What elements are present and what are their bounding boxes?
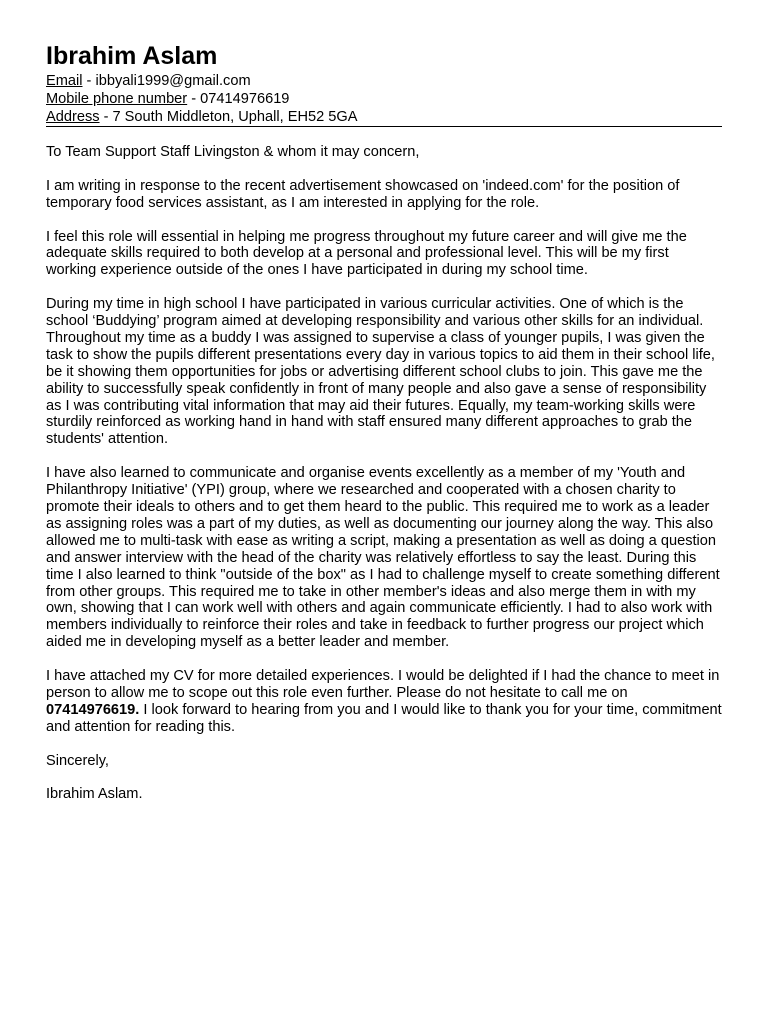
address-value: - 7 South Middleton, Uphall, EH52 5GA (99, 109, 358, 125)
closing: Sincerely, (46, 752, 109, 769)
header-divider (46, 126, 722, 127)
paragraph-5-end: I look forward to hearing from you and I would like to thank you for your time, commitment and attention for reading this. (46, 701, 722, 735)
paragraph-2: I feel this role will essential in helping me progress throughout my future career and will give me the adequate skills required to both develop at a personal and professional level. This will be my first working experience outside of the ones I have participated in during my school time. (46, 228, 687, 279)
address-line (46, 108, 722, 126)
email-label[interactable]: Email (46, 73, 83, 89)
email-value: - ibbyali1999@gmail.com (82, 73, 251, 89)
paragraph-5-start: I have attached my CV for more detailed experiences. I would be delighted if I had the chance to meet in person to allow me to scope out this role even further. Please do not hesitate to call me on (46, 668, 720, 701)
letter-page (46, 40, 722, 820)
paragraph-4: I have also learned to communicate and organise events excellently as a member of my 'Youth and Philanthropy Initiative' (YPI) group, where we researched and cooperated with a chosen charity to promote their ideals to others and to get them heard to the public. This required me to work as a leader as assigning roles was a part of my duties, as well as documenting our journey along the way. This also allowed me to multi-task with ease as writing a script, making a presentation as well as doing a question and answer interview with the head of the charity was relatively effortless to say the least. During this time I also learned to think "outside of the box" as I had to challenge myself to create something different from other groups. This required me to take in other member's ideas and also merge them in with my own, showing that I can work well with others and again communicate efficiently. I had to also work with members individually to reinforce their roles and take in feedback to further progress our project which aided me in developing myself as a better leader and member. (46, 465, 720, 651)
phone-label[interactable]: Mobile phone number (46, 91, 188, 107)
email-line (46, 72, 722, 90)
phone-value: - 07414976619 (187, 91, 290, 107)
paragraph-5 (46, 668, 722, 736)
address-label[interactable]: Address (46, 109, 100, 125)
signature: Ibrahim Aslam. (46, 786, 143, 803)
phone-number-bold: 07414976619. (46, 701, 140, 718)
letter-body (46, 144, 722, 803)
paragraph-3: During my time in high school I have participated in various curricular activities. One of which is the school ‘Buddying’ program aimed at developing responsibility and various other skills for an individual. Throughout my time as a buddy I was assigned to supervise a class of younger pupils, I was given the task to show the pupils different presentations every day in various topics to aid them in their school life, be it showing them opportunities for jobs or advertising different school clubs to join. This gave me the ability to successfully speak confidently in front of many people and also gave a sense of responsibility as I was contributing vital information that may aid their futures. Equally, my team-working skills were sturdily reinforced as working hand in hand with staff ensured many different approaches to grab the students' attention. (46, 296, 715, 448)
paragraph-1: I am writing in response to the recent advertisement showcased on 'indeed.com' for the position of temporary food services assistant, as I am interested in applying for the role. (46, 177, 680, 211)
greeting: To Team Support Staff Livingston & whom it may concern, (46, 144, 420, 160)
phone-line (46, 90, 722, 108)
applicant-name: Ibrahim Aslam (46, 42, 218, 70)
